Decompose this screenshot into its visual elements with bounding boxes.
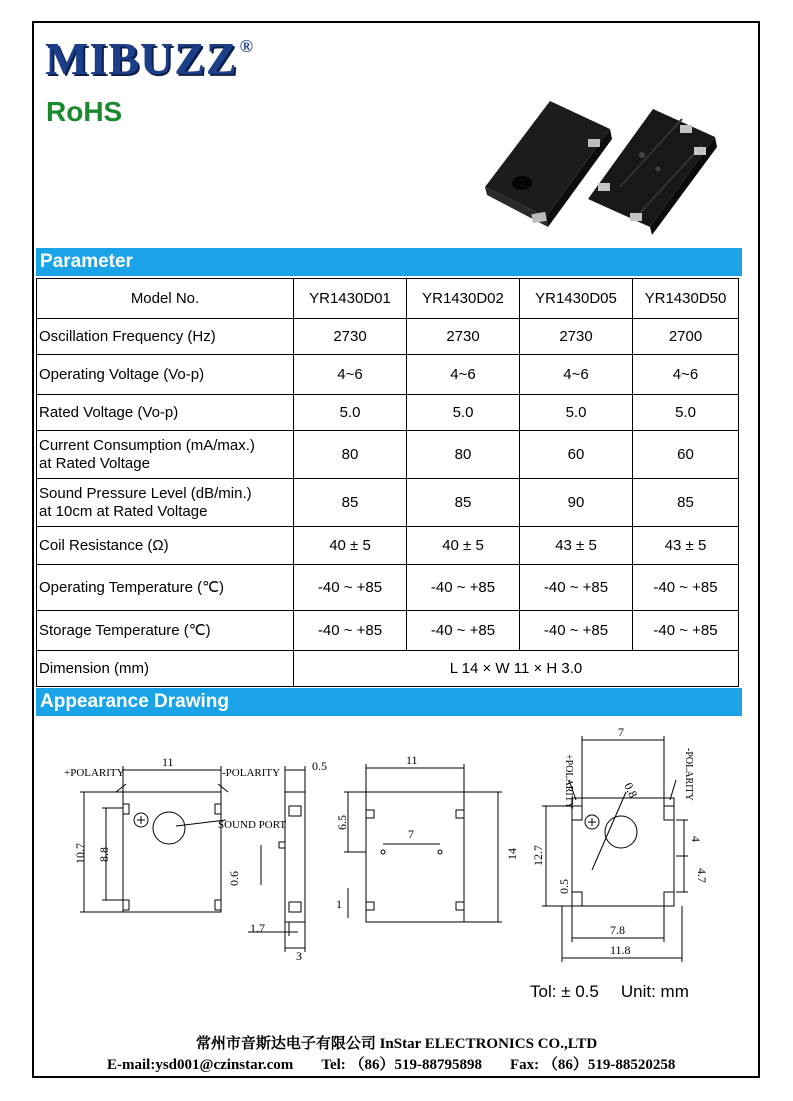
row-label: Operating Voltage (Vo-p): [37, 355, 294, 395]
dim-height-8-8: 8.8: [97, 847, 111, 862]
row-label: Coil Resistance (Ω): [37, 527, 294, 565]
row-value: 4~6: [294, 355, 407, 395]
company-line: [0, 1032, 793, 1053]
row-value: -40 ~ +85: [407, 611, 520, 651]
dim-right-7: 7: [618, 725, 624, 739]
model-header: YR1430D50: [633, 279, 739, 319]
email[interactable]: E-mail:ysd001@czinstar.com: [107, 1057, 294, 1073]
right-neg-polarity-label: -POLARITY: [683, 748, 694, 801]
table-row: [37, 395, 739, 431]
table-header-row: [37, 279, 739, 319]
dim-width-11-bottom: 11: [406, 753, 418, 767]
row-value: 5.0: [294, 395, 407, 431]
row-value: 5.0: [520, 395, 633, 431]
row-value: -40 ~ +85: [520, 565, 633, 611]
unit-value: Unit: mm: [620, 982, 689, 1001]
dim-6-5: 6.5: [335, 815, 349, 830]
row-value: -40 ~ +85: [294, 565, 407, 611]
table-row: [37, 565, 739, 611]
row-value: 90: [520, 479, 633, 527]
model-header: YR1430D02: [407, 279, 520, 319]
row-value: 80: [294, 431, 407, 479]
dim-1: 1: [336, 897, 342, 911]
table-row: [37, 479, 739, 527]
dimension-value: L 14 × W 11 × H 3.0: [294, 651, 739, 687]
dim-3: 3: [296, 949, 302, 963]
table-row: [37, 431, 739, 479]
row-value: 43 ± 5: [520, 527, 633, 565]
row-value: 85: [294, 479, 407, 527]
dim-pitch-7: 7: [408, 827, 414, 841]
row-value: 2730: [520, 319, 633, 355]
product-photo: [470, 95, 730, 235]
appearance-section-header: Appearance Drawing: [36, 688, 742, 716]
row-label: Operating Temperature (℃): [37, 565, 294, 611]
dim-right-4: 4: [689, 836, 703, 842]
row-value: 80: [407, 431, 520, 479]
row-value: -40 ~ +85: [633, 611, 739, 651]
row-value: -40 ~ +85: [633, 565, 739, 611]
row-value: 4~6: [407, 355, 520, 395]
right-pos-polarity-label: +POLARITY: [563, 754, 574, 810]
table-row: [37, 355, 739, 395]
table-row: [37, 319, 739, 355]
dim-right-11-8: 11.8: [610, 943, 631, 957]
row-value: 60: [633, 431, 739, 479]
brand-logo: MIBUZZ ®: [45, 33, 255, 84]
row-value: 4~6: [520, 355, 633, 395]
tolerance-value: Tol: ± 0.5: [530, 982, 599, 1001]
row-value: 5.0: [407, 395, 520, 431]
company-cn: 常州市音斯达电子有限公司: [195, 1036, 376, 1052]
table-header-label: Model No.: [37, 279, 294, 319]
row-value: 5.0: [633, 395, 739, 431]
row-value: 2730: [407, 319, 520, 355]
row-value: 4~6: [633, 355, 739, 395]
row-label: Storage Temperature (℃): [37, 611, 294, 651]
rohs-label: RoHS: [46, 96, 123, 127]
dim-right-7-8: 7.8: [610, 923, 625, 937]
dim-right-12-7: 12.7: [531, 845, 545, 866]
row-value: 2700: [633, 319, 739, 355]
row-value: 60: [520, 431, 633, 479]
model-header: YR1430D05: [520, 279, 633, 319]
row-label: Current Consumption (mA/max.) at Rated Voltage: [37, 431, 294, 479]
dim-width-11: 11: [162, 755, 174, 769]
row-label: Rated Voltage (Vo-p): [37, 395, 294, 431]
parameter-table: [36, 278, 739, 687]
fax: Fax: （86）519-88520258: [510, 1057, 676, 1073]
dim-height-10-7: 10.7: [73, 843, 87, 864]
row-value: 43 ± 5: [633, 527, 739, 565]
dimension-row: [37, 651, 739, 687]
row-label: Sound Pressure Level (dB/min.) at 10cm at Rated Voltage: [37, 479, 294, 527]
dim-length-14: 14: [505, 848, 519, 860]
row-label: Oscillation Frequency (Hz): [37, 319, 294, 355]
dim-0-5: 0.5: [312, 759, 327, 773]
pos-polarity-label: +POLARITY: [64, 767, 125, 779]
row-value: 40 ± 5: [407, 527, 520, 565]
dim-1-7: 1.7: [250, 921, 265, 935]
row-value: -40 ~ +85: [294, 611, 407, 651]
parameter-section-header: Parameter: [36, 248, 742, 276]
row-value: 85: [407, 479, 520, 527]
dim-right-4-7: 4.7: [695, 868, 709, 883]
model-header: YR1430D01: [294, 279, 407, 319]
dim-right-0-5: 0.5: [557, 879, 571, 894]
appearance-drawing: [36, 720, 742, 990]
telephone: Tel: （86）519-88795898: [321, 1057, 483, 1073]
row-value: -40 ~ +85: [520, 611, 633, 651]
company-en: InStar ELECTRONICS CO.,LTD: [379, 1036, 598, 1052]
sound-port-label: SOUND PORT: [218, 819, 287, 831]
row-value: -40 ~ +85: [407, 565, 520, 611]
row-value: 40 ± 5: [294, 527, 407, 565]
tolerance-note: [530, 982, 711, 1002]
dim-right-0-8: 0.8: [621, 780, 641, 800]
table-row: [37, 611, 739, 651]
row-value: 2730: [294, 319, 407, 355]
contact-line: [107, 1053, 707, 1074]
neg-polarity-label: -POLARITY: [222, 767, 281, 779]
table-row: [37, 527, 739, 565]
row-value: 85: [633, 479, 739, 527]
dim-0-6: 0.6: [227, 871, 241, 886]
dimension-label: Dimension (mm): [37, 651, 294, 687]
